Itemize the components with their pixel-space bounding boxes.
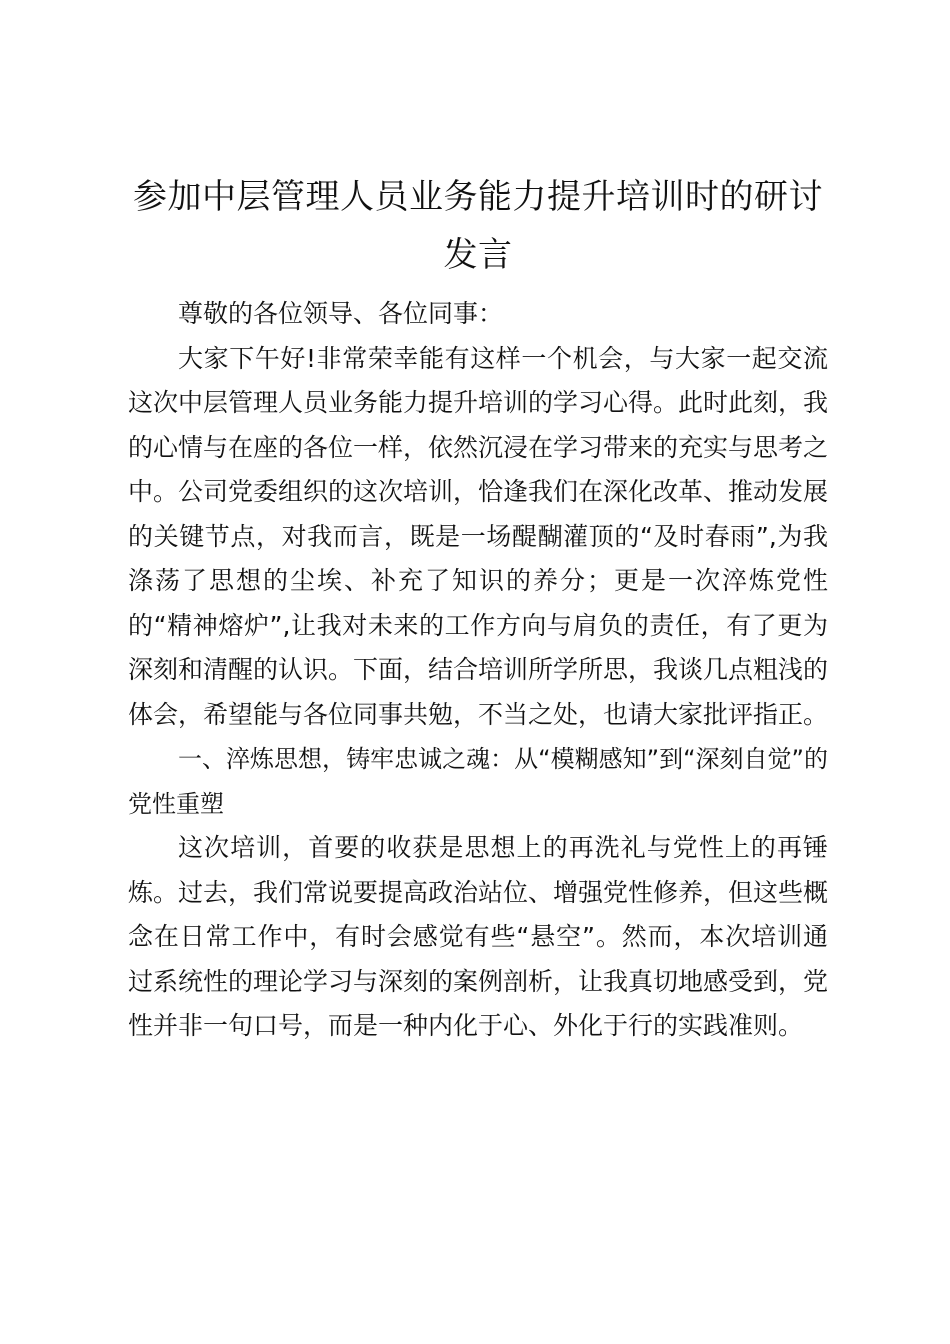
intro-paragraph: 大家下午好!非常荣幸能有这样一个机会，与大家一起交流这次中层管理人员业务能力提升培训的学习心得。此时此刻，我的心情与在座的各位一样，依然沉浸在学习带来的充实与思考之中。公司党委组织的这次培训，恰逢我们在深化改革、推动发展的关键节点，对我而言，既是一场醍醐灌顶的“及时春雨”,为我涤荡了思想的尘埃、补充了知识的养分；更是一次淬炼党性的“精神熔炉”,让我对未来的工作方向与肩负的责任，有了更为深刻和清醒的认识。下面，结合培训所学所思，我谈几点粗浅的体会，希望能与各位同事共勉，不当之处，也请大家批评指正。 <box>128 343 829 729</box>
section-paragraph: 这次培训，首要的收获是思想上的再洗礼与党性上的再锤炼。过去，我们常说要提高政治站位、增强党性修养，但这些概念在日常工作中，有时会感觉有些“悬空”。然而，本次培训通过系统性的理论学习与深刻的案例剖析，让我真切地感受到，党性并非一句口号，而是一种内化于心、外化于行的实践准则。 <box>128 833 829 1040</box>
document-title: 参加中层管理人员业务能力提升培训时的研讨发言 <box>133 177 823 275</box>
section-heading: 一、淬炼思想，铸牢忠诚之魂：从“模糊感知”到“深刻自觉”的党性重塑 <box>128 745 828 818</box>
document-page <box>128 168 828 1049</box>
salutation: 尊敬的各位领导、各位同事： <box>178 299 504 328</box>
